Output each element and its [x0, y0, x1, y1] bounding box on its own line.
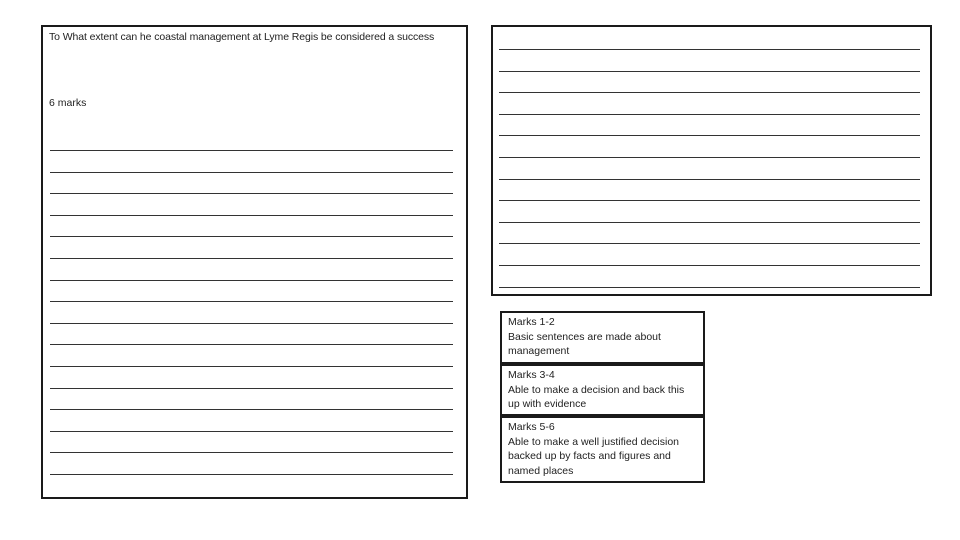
writing-line [50, 431, 453, 432]
writing-line [499, 114, 920, 115]
writing-line [50, 258, 453, 259]
answer-box-right[interactable] [491, 25, 932, 296]
mark-band-heading: Marks 1-2 [508, 316, 555, 328]
marks-label: 6 marks [49, 97, 87, 109]
writing-line [499, 265, 920, 266]
writing-line [499, 222, 920, 223]
writing-line [50, 236, 453, 237]
writing-line [499, 49, 920, 50]
mark-band-text: Able to make a well justified decision [508, 435, 680, 448]
writing-line [50, 301, 453, 302]
answer-box-left[interactable] [41, 25, 468, 499]
writing-line [50, 172, 453, 173]
writing-line [50, 388, 453, 389]
writing-line [499, 157, 920, 158]
mark-band-heading: Marks 3-4 [508, 369, 555, 381]
mark-band-3-4 [500, 364, 705, 416]
mark-band-text: up with evidence [508, 398, 587, 410]
writing-line [50, 409, 453, 410]
question-text: To What extent can he coastal management at Lyme Regis be considered a success [49, 31, 435, 43]
mark-band-text: backed up by facts and figures and [508, 450, 671, 462]
writing-line [50, 280, 453, 281]
mark-band-text: management [508, 345, 570, 357]
mark-band-text: Basic sentences are made about [508, 330, 661, 343]
writing-line [50, 323, 453, 324]
writing-line [50, 366, 453, 367]
writing-line [50, 452, 453, 453]
mark-band-text: Able to make a decision and back this [508, 383, 685, 396]
mark-band-5-6 [500, 416, 705, 483]
writing-line [499, 71, 920, 72]
writing-line [499, 243, 920, 244]
writing-line [50, 150, 453, 151]
mark-band-heading: Marks 5-6 [508, 421, 555, 433]
writing-line [50, 215, 453, 216]
writing-line [499, 287, 920, 288]
writing-line [499, 135, 920, 136]
mark-band-text: named places [508, 464, 574, 477]
writing-line [499, 200, 920, 201]
writing-line [50, 344, 453, 345]
writing-line [499, 179, 920, 180]
mark-band-1-2 [500, 311, 705, 364]
writing-line [50, 474, 453, 475]
writing-line [50, 193, 453, 194]
writing-line [499, 92, 920, 93]
